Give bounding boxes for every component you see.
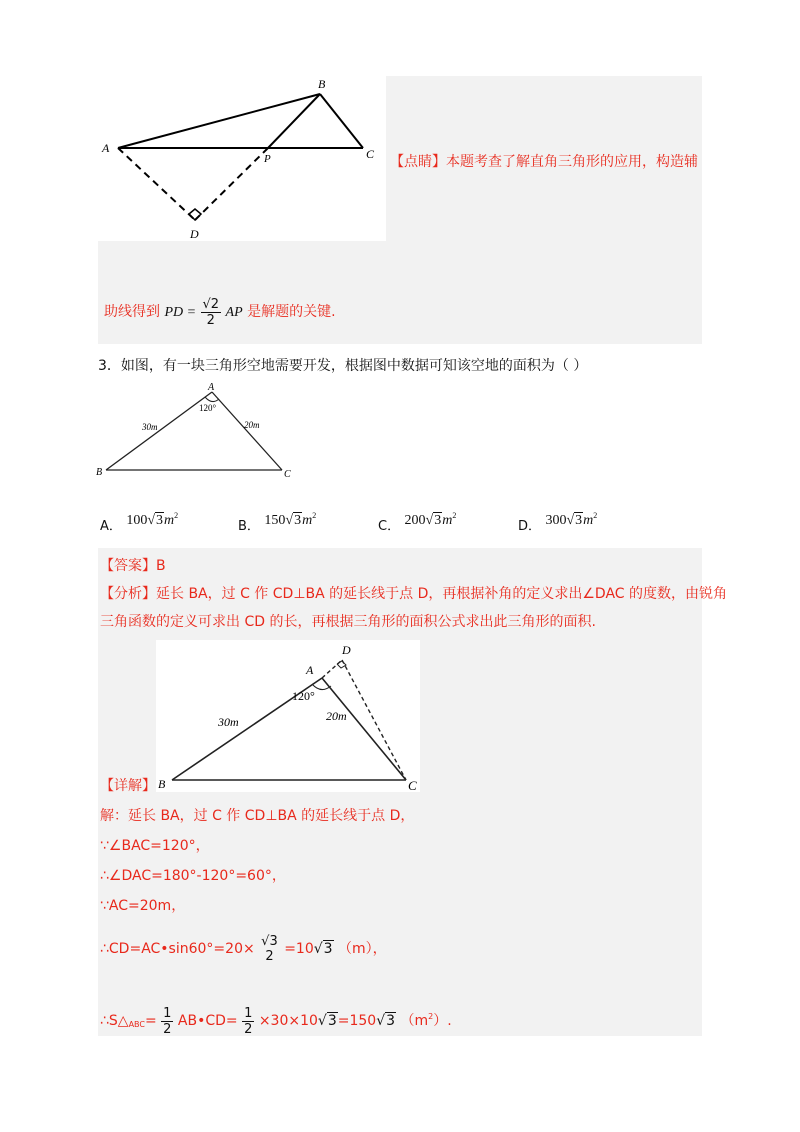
line5-sqrt: √3	[313, 941, 333, 957]
answer-figure	[156, 640, 420, 792]
answer-value: B	[156, 558, 166, 574]
label-a: A	[306, 663, 314, 677]
option-c-rad: 3	[434, 513, 442, 528]
line6-unit-post: ）.	[433, 1013, 452, 1029]
label-b: B	[96, 467, 103, 478]
option-c-letter: C．	[378, 519, 401, 534]
line5-post: （m），	[338, 941, 387, 957]
question-text: 3．如图，有一块三角形空地需要开发，根据图中数据可知该空地的面积为（ ）	[98, 358, 588, 374]
line5-num: √3	[261, 934, 278, 949]
answer-figure-svg	[156, 640, 420, 792]
label-d: D	[342, 643, 351, 657]
label-ac: 20m	[326, 709, 347, 723]
line5-rad: 3	[323, 941, 333, 957]
option-a-letter: A．	[100, 519, 122, 534]
line6-eq: =	[144, 1013, 157, 1029]
right-angle-mark	[189, 209, 201, 220]
line6-pre: ∴S△	[100, 1013, 129, 1029]
key-point-line1	[390, 152, 698, 172]
line6-sqrt-2: √3	[376, 1013, 396, 1029]
line5-fraction	[259, 934, 280, 964]
detail-line4: ∵AC=20m，	[100, 898, 186, 914]
key-point-text3: 是解题的关键.	[247, 304, 336, 320]
formula-pd	[164, 296, 247, 328]
half-den-2: 2	[244, 1021, 253, 1037]
detail-line5	[100, 932, 387, 966]
analysis-text1: 延长 BA，过 C 作 CD⊥BA 的延长线于点 D，再根据补角的定义求出∠DAC 的度数，由锐角	[156, 586, 728, 602]
segment-cd-dashed	[342, 660, 406, 780]
label-d: D	[190, 227, 199, 241]
analysis-tag: 【分析】	[100, 586, 156, 602]
label-angle: 120°	[292, 689, 315, 703]
segment-ad-dashed	[118, 148, 195, 220]
formula-fraction	[201, 297, 222, 328]
option-c-coef: 200	[404, 513, 426, 528]
line5-den: 2	[265, 949, 274, 964]
segment-bc	[320, 94, 363, 148]
line6-mid2: ×30×10	[258, 1013, 318, 1029]
option-d-sqrt: √3	[566, 513, 583, 528]
option-d-rad: 3	[575, 513, 583, 528]
label-c: C	[408, 778, 417, 792]
option-b-sqrt: √3	[285, 513, 302, 528]
label-b: B	[318, 77, 326, 91]
analysis-line2: 三角函数的定义可求出 CD 的长，再根据三角形的面积公式求出此三角形的面积.	[100, 614, 596, 630]
label-ac: 20m	[244, 420, 260, 430]
answer-line	[100, 556, 166, 576]
label-b: B	[158, 777, 166, 791]
option-d-letter: D．	[518, 519, 542, 534]
label-p: P	[264, 153, 271, 165]
segment-bp	[268, 94, 320, 148]
half-fraction-2	[242, 1006, 254, 1037]
option-d[interactable]	[518, 506, 597, 537]
answer-tag: 【答案】	[100, 558, 156, 574]
key-point-text2: 助线得到	[104, 304, 160, 320]
detail-line6	[100, 1000, 452, 1042]
option-d-exp: 2	[593, 511, 598, 520]
question-figure-svg	[92, 378, 302, 480]
label-c: C	[366, 147, 375, 161]
option-a-unit: m	[164, 513, 175, 528]
formula-lhs: PD =	[164, 305, 197, 320]
analysis-line1	[100, 584, 727, 604]
line5-pre: ∴CD=AC•sin60°=20×	[100, 941, 255, 957]
formula-rhs: AP	[225, 305, 243, 320]
option-a-sqrt: √3	[147, 513, 164, 528]
line6-mid3: =150	[337, 1013, 377, 1029]
half-fraction-1	[161, 1006, 173, 1037]
label-angle: 120°	[199, 403, 217, 413]
line6-mid1: AB•CD=	[177, 1013, 238, 1029]
option-d-unit: m	[583, 513, 594, 528]
option-c-exp: 2	[452, 511, 457, 520]
right-angle-mark	[337, 661, 346, 668]
key-point-tag: 【点睛】	[390, 154, 446, 170]
option-b-unit: m	[302, 513, 313, 528]
detail-line3: ∴∠DAC=180°-120°=60°，	[100, 868, 286, 884]
detail-tag: 【详解】	[100, 778, 156, 794]
option-b-letter: B．	[238, 519, 260, 534]
label-a: A	[208, 382, 215, 393]
segment-ab	[118, 94, 320, 148]
key-point-text: 本题考查了解直角三角形的应用，构造辅	[446, 154, 698, 170]
label-ab: 30m	[218, 715, 239, 729]
line6-unit-exp: 2	[428, 1012, 434, 1021]
label-c: C	[284, 469, 291, 480]
question-figure	[92, 378, 302, 480]
option-b-rad: 3	[294, 513, 302, 528]
option-b-value	[264, 513, 316, 528]
option-a-exp: 2	[174, 511, 179, 520]
figure-apbcd	[98, 76, 386, 241]
option-c-unit: m	[442, 513, 453, 528]
option-a[interactable]	[100, 506, 178, 537]
option-a-coef: 100	[126, 513, 148, 528]
half-num-1: 1	[163, 1005, 172, 1021]
option-c-value	[405, 513, 457, 528]
segment-pd-dashed	[195, 148, 268, 220]
option-b[interactable]	[238, 506, 316, 537]
option-a-rad: 3	[156, 513, 164, 528]
line6-rad-2: 3	[386, 1013, 396, 1029]
option-a-value	[126, 513, 178, 528]
option-b-coef: 150	[264, 513, 286, 528]
line6-unit-pre: （m	[400, 1013, 429, 1029]
formula-den: 2	[206, 312, 215, 328]
side-ab	[106, 392, 212, 470]
detail-line1: 解：延长 BA，过 C 作 CD⊥BA 的延长线于点 D，	[100, 808, 415, 824]
line6-sub: ABC	[128, 1020, 145, 1029]
label-a: A	[102, 141, 110, 155]
key-point-line2	[104, 296, 336, 329]
line6-sqrt-1: √3	[317, 1013, 337, 1029]
option-d-coef: 300	[545, 513, 567, 528]
half-num-2: 1	[244, 1005, 253, 1021]
side-ac	[322, 678, 406, 780]
side-ac	[212, 392, 282, 470]
line5-mid: =10	[284, 941, 314, 957]
label-ab: 30m	[142, 422, 158, 432]
line6-rad-1: 3	[327, 1013, 337, 1029]
option-c-sqrt: √3	[425, 513, 442, 528]
option-c[interactable]	[378, 506, 456, 537]
half-den-1: 2	[163, 1021, 172, 1037]
detail-line2: ∵∠BAC=120°，	[100, 838, 210, 854]
option-b-exp: 2	[312, 511, 317, 520]
figure-apbcd-svg	[98, 76, 386, 241]
formula-num: √2	[202, 296, 220, 312]
option-d-value	[545, 513, 597, 528]
